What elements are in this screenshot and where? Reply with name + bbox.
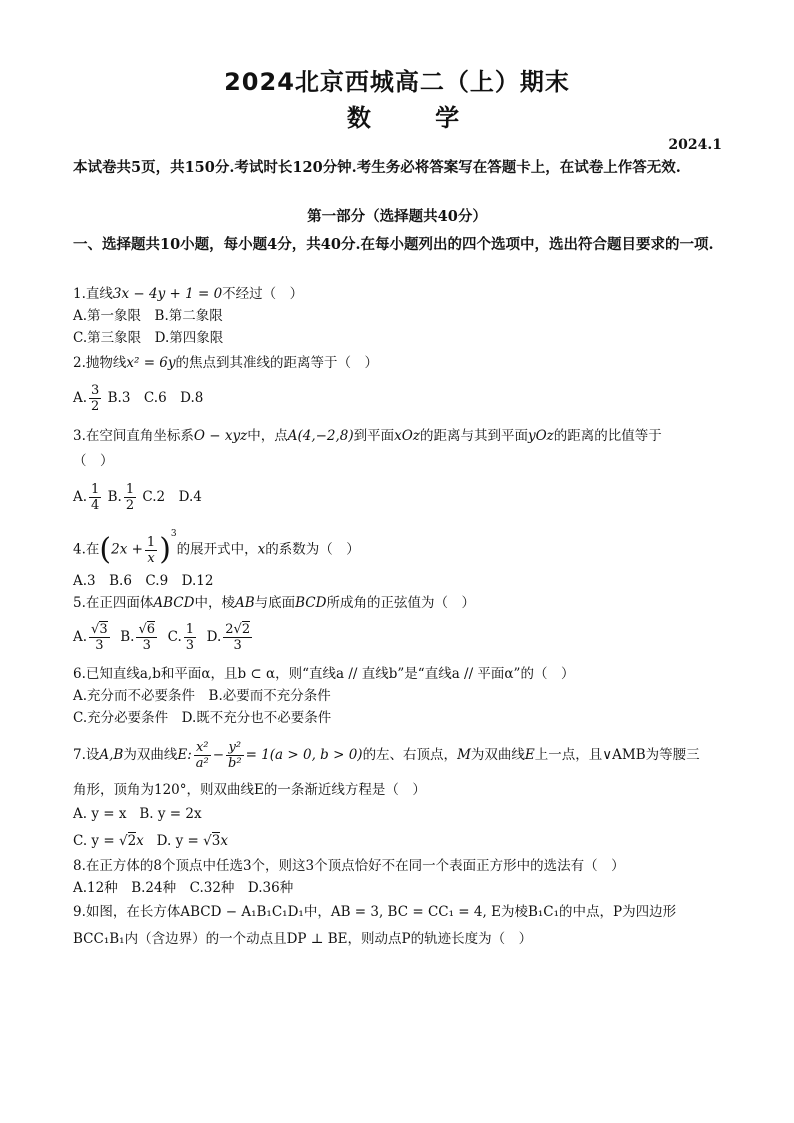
question-7-stem: 7.设A,B为双曲线E: $\frac{\text{x²}}{\text{a²}}$ − $\frac{\text{y²}}{\text{b²}}$ = 1(a > 0, b > 0)的左、右顶点，M为双曲线E上一点，且∨AMB为等腰三 [73,740,700,771]
question-9-stem-line1: 9.如图，在长方体ABCD − A₁B₁C₁D₁中，AB = 3, BC = CC₁ = 4, E为棱B₁C₁的中点，P为四边形 [73,904,677,920]
question-3-options: A. $\frac{1}{4}$ B. $\frac{1}{2}$ C.2 D.4 [73,482,202,513]
q3-option-a-fraction: $\frac{1}{4}$ [91,482,100,513]
question-3-stem: 3.在空间直角坐标系O − xyz中，点A(4,−2,8)到平面xOz的距离与其到平面yOz的距离的比值等于 [73,428,662,444]
q1-formula: 3x − 4y + 1 = 0 [112,286,223,302]
part-title: 第一部分（选择题共40分） [307,208,487,225]
q5-option-d-fraction: $\frac{2√2}{3}$ [225,622,251,653]
subject-title: 数 学 [346,104,488,132]
question-2-stem: 2.抛物线x² = 6y的焦点到其准线的距离等于（ ） [73,355,379,371]
question-4-options: A.3 B.6 C.9 D.12 [73,573,214,589]
question-2-options: A. $\frac{3}{2}$ B.3 C.6 D.8 [73,383,204,414]
question-7-options-row2: C. y = √2x D. y = √3x [73,833,228,849]
q3-option-b-fraction: $\frac{1}{2}$ [125,482,135,513]
q2-option-a-fraction: $\frac{3}{2}$ [91,383,100,414]
question-9-stem-line2: BCC₁B₁内（含边界）的一个动点且DP ⊥ BE，则动点P的轨迹长度为（ ） [73,931,533,947]
question-8-options: A.12种 B.24种 C.32种 D.36种 [73,880,294,896]
question-3-paren: （ ） [73,453,114,469]
question-6-options-row1: A.充分而不必要条件 B.必要而不充分条件 [73,688,331,704]
question-1-stem: 1.直线3x − 4y + 1 = 0不经过（ ） [73,286,304,302]
q4-fraction: $\frac{1}{x}$ [146,534,156,566]
exam-date: 2024.1 [668,137,722,153]
q5-option-a-fraction: $\frac{√3}{3}$ [91,622,108,653]
question-5-options: A. $\frac{√3}{3}$ B. $\frac{√6}{3}$ C. $\frac{1}{3}$ D. $\frac{2√2}{3}$ [73,622,251,653]
q5-option-c-fraction: $\frac{1}{3}$ [185,622,195,653]
q2-formula: x² = 6y [126,355,176,371]
section-intro: 一、选择题共10小题，每小题4分，共40分.在每小题列出的四个选项中，选出符合题目要求的一项. [73,236,714,253]
question-7-options-row1: A. y = x B. y = 2x [73,806,202,822]
q4-power: 3 [170,529,177,539]
question-1-options-row2: C.第三象限 D.第四象限 [73,330,224,346]
question-4-stem: 4.在(2x + $\frac{1}{x}$ )$^3$的展开式中，x的系数为（ ） [73,529,360,567]
q7-y-fraction: $\frac{\text{y²}}{\text{b²}}$ [228,740,242,771]
exam-notice: 本试卷共5页，共150分.考试时长120分钟.考生务必将答案写在答题卡上，在试卷上作答无效. [73,159,681,176]
question-7-stem-line2: 角形，顶角为120°，则双曲线E的一条渐近线方程是（ ） [73,782,426,798]
exam-title: 2024北京西城高二（上）期末 [224,68,570,96]
question-8-stem: 8.在正方体的8个顶点中任选3个，则这3个顶点恰好不在同一个表面正方形中的选法有（ ） [73,858,625,874]
q5-option-b-fraction: $\frac{√6}{3}$ [138,622,156,653]
question-5-stem: 5.在正四面体ABCD中，棱AB与底面BCD所成角的正弦值为（ ） [73,595,475,611]
q7-x-fraction: $\frac{\text{x²}}{\text{a²}}$ [195,740,209,771]
question-6-stem: 6.已知直线a,b和平面α，且b ⊂ α，则“直线a // 直线b”是“直线a // 平面α”的（ ） [73,666,575,682]
question-1-options-row1: A.第一象限 B.第二象限 [73,308,223,324]
question-6-options-row2: C.充分必要条件 D.既不充分也不必要条件 [73,710,332,726]
